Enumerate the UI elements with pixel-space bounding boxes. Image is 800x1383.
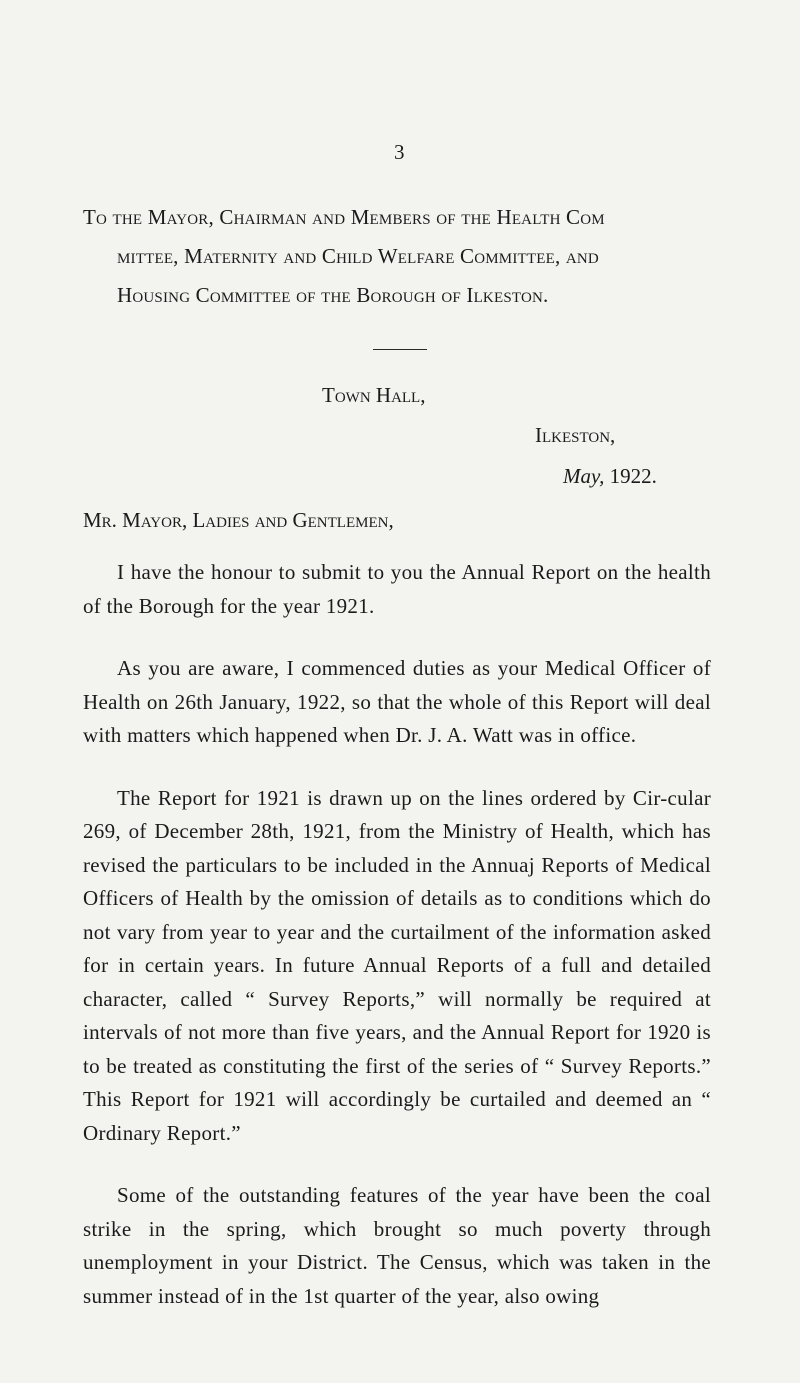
address-line-3: Housing Committee of the Borough of Ilkeston. <box>117 283 549 307</box>
paragraph: Some of the outstanding features of the year have been the coal strike in the spring, which brought so much poverty through unemployment in your District. The Census, which was taken in the summer instead of in the 1st quarter of the year, also owing <box>83 1183 711 1308</box>
sender-place: Town Hall, <box>322 383 426 407</box>
sender-date <box>563 464 657 489</box>
sender-town: Ilkeston, <box>535 423 616 447</box>
address-line-2: mittee, Maternity and Child Welfare Committee, and <box>117 244 599 268</box>
paragraph: As you are aware, I commenced duties as your Medical Officer of Health on 26th January, 1922, so that the whole of this Report will deal with matters which happened when Dr. J. A. Watt was in office. <box>83 656 711 747</box>
paragraph: The Report for 1921 is drawn up on the lines ordered by Cir-cular 269, of December 28th, 1921, from the Ministry of Health, which has revised the particulars to be included in the Annuaj Reports of Medical Officers of Health by the omission of details as to conditions which do not vary from year to year and the curtailment of the information asked for in certain years. In future Annual Reports of a full and detailed character, called “ Survey Reports,” will normally be required at intervals of not more than five years, and the Annual Report for 1920 is to be treated as constituting the first of the series of “ Survey Reports.” This Report for 1921 will accordingly be curtailed and deemed an “ Ordinary Report.” <box>83 785 711 1145</box>
sender-year: 1922. <box>609 464 657 488</box>
sender-month: May, <box>563 464 605 488</box>
salutation: Mr. Mayor, Ladies and Gentlemen, <box>83 508 394 532</box>
paragraph: I have the honour to submit to you the Annual Report on the health of the Borough for the year 1921. <box>83 560 711 618</box>
address-line-1: To the Mayor, Chairman and Members of the Health Com <box>83 205 605 229</box>
letter-body <box>83 556 711 1342</box>
page-number: 3 <box>394 140 405 164</box>
address-block <box>83 198 743 315</box>
divider-rule <box>373 349 427 350</box>
